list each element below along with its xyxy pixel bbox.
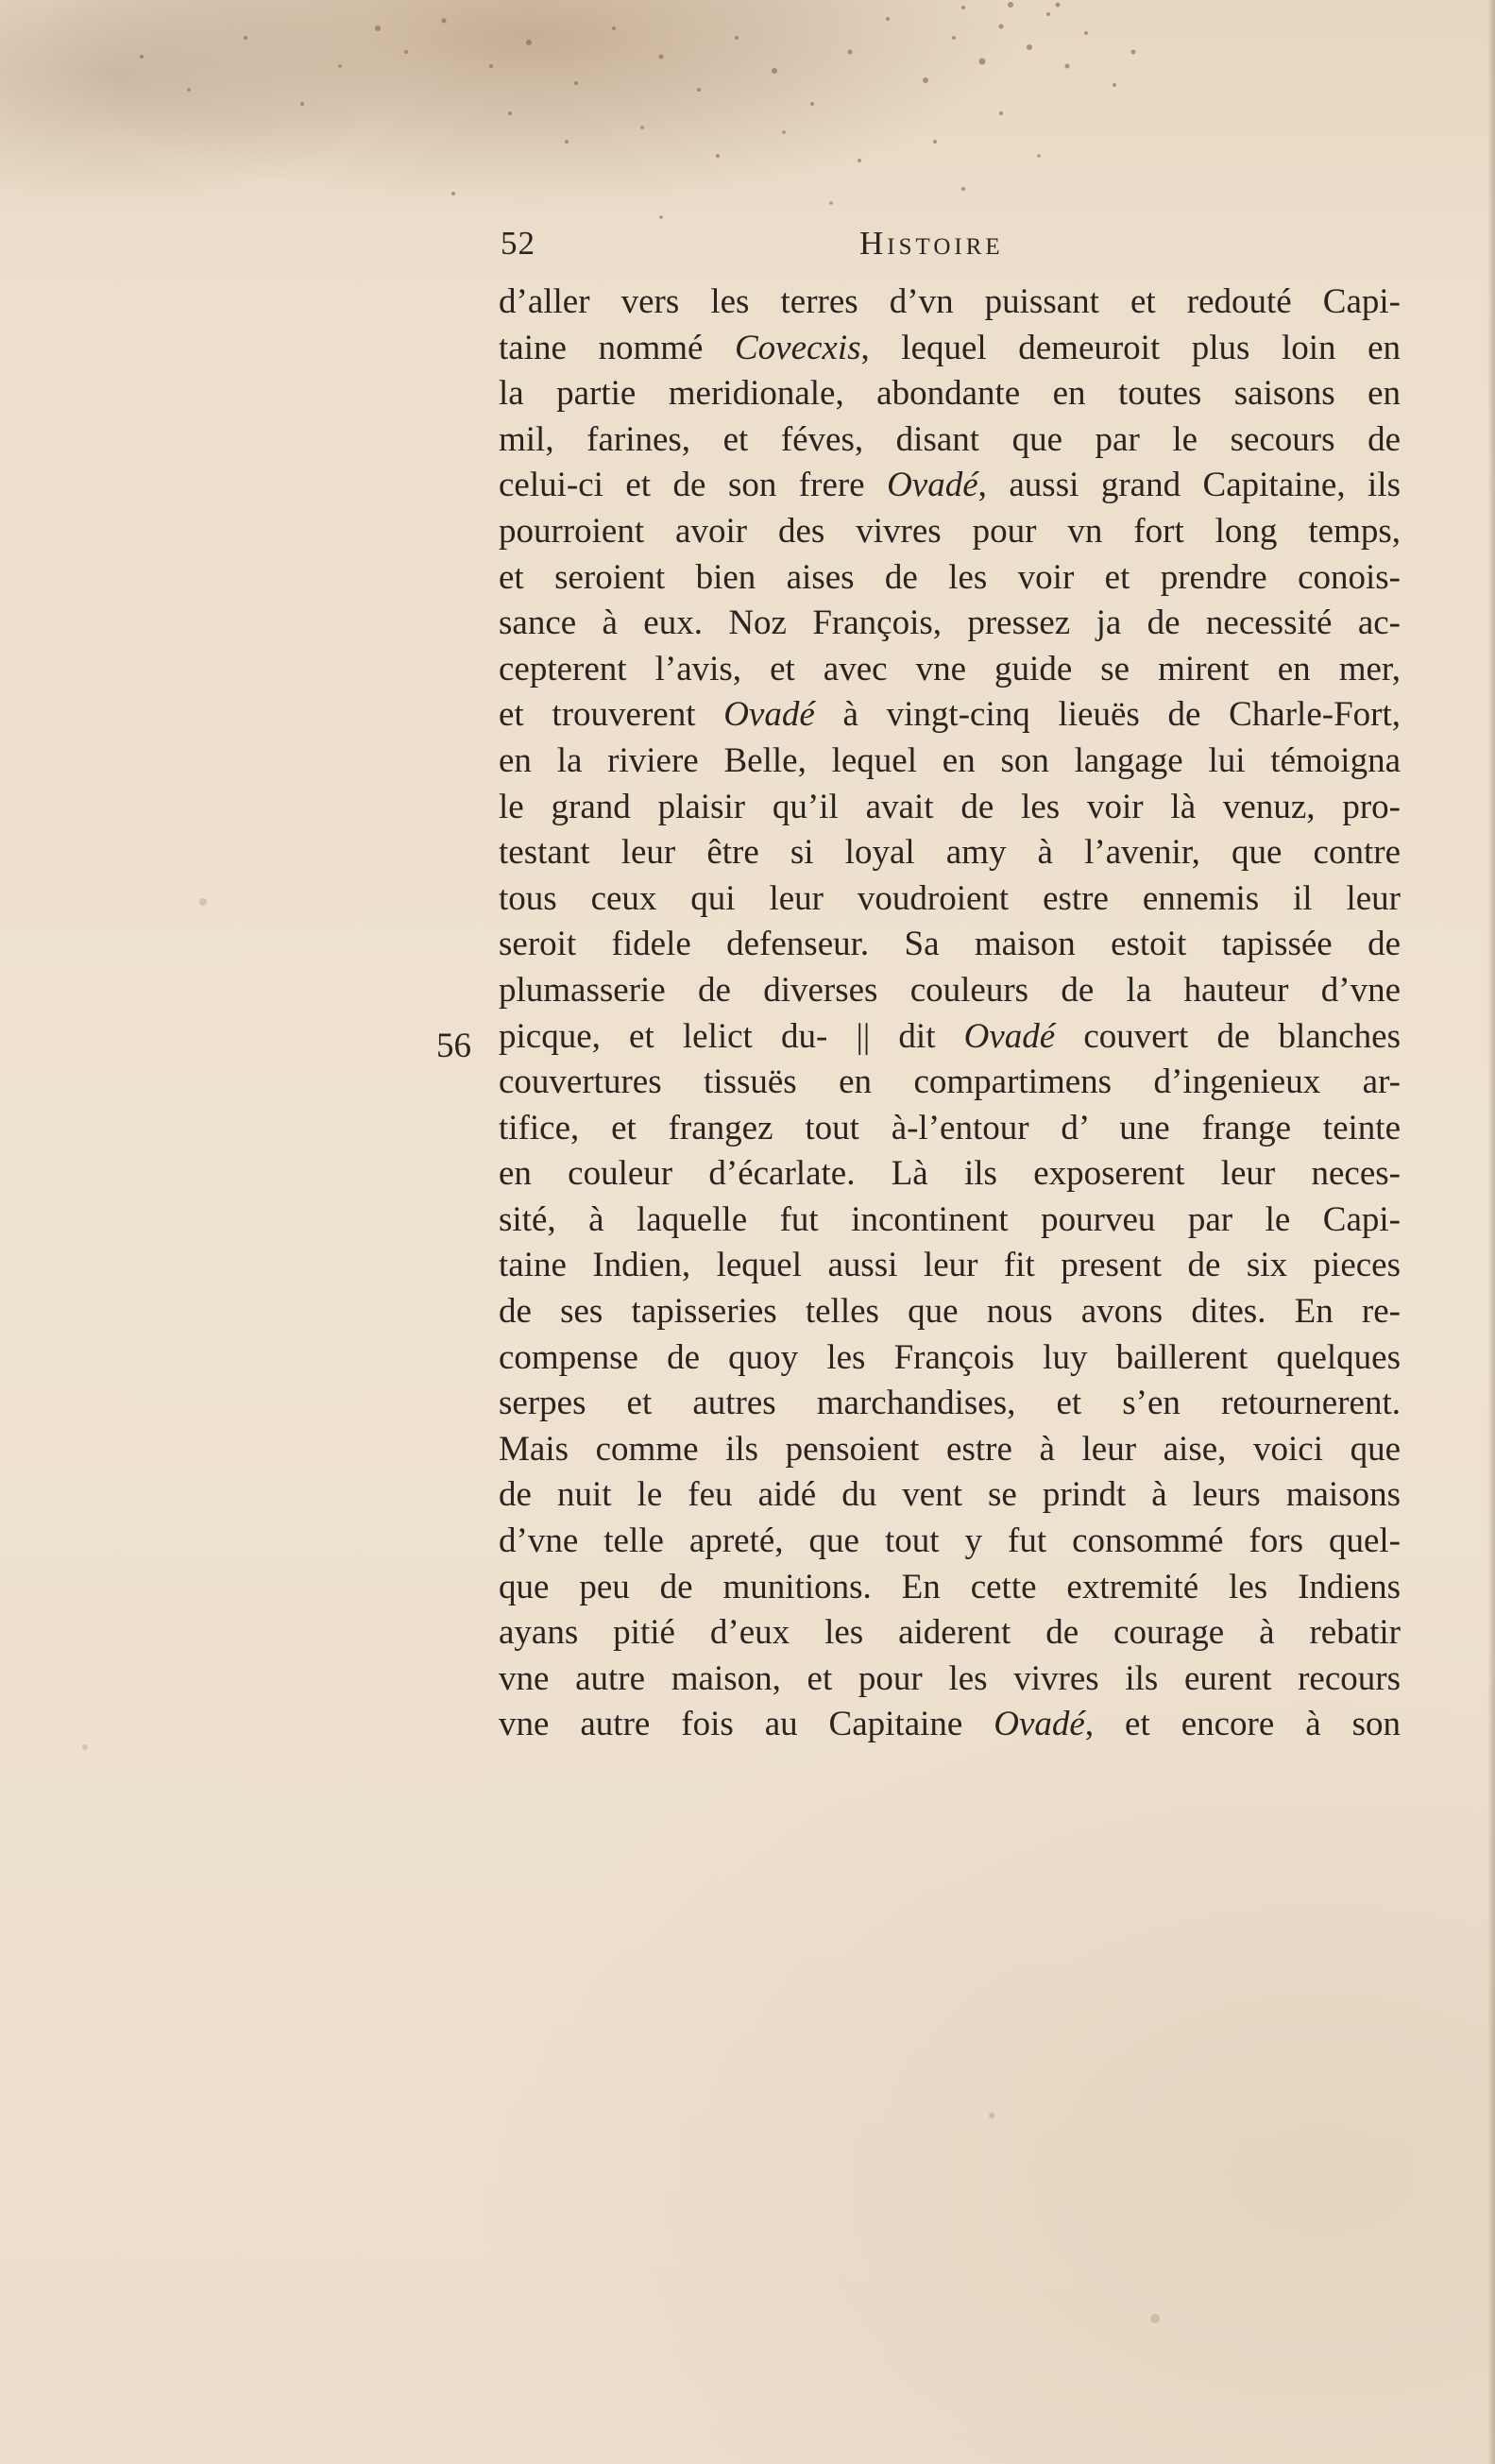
text-segment: , aussi grand Capitaine, ils <box>977 466 1401 505</box>
text-line <box>499 463 1401 509</box>
text-line <box>499 1472 1401 1519</box>
text-line <box>499 1610 1401 1657</box>
text-segment: tous ceux qui leur voudroient estre ennemis il leur <box>499 878 1401 918</box>
text-line <box>499 1151 1401 1198</box>
text-line <box>499 1198 1401 1244</box>
text-line <box>499 692 1401 739</box>
text-line <box>499 555 1401 602</box>
text-line <box>499 1289 1401 1335</box>
text-segment: tifice, et frangez tout à-l’entour d’ une frange teinte <box>499 1108 1401 1147</box>
text-line <box>499 647 1401 693</box>
text-line <box>499 1381 1401 1427</box>
text-segment: vne autre maison, et pour les vivres ils eurent recours <box>499 1658 1401 1698</box>
text-line <box>499 1014 1401 1061</box>
text-line <box>499 1657 1401 1703</box>
text-line <box>499 601 1401 647</box>
text-segment: couvertures tissuës en compartimens d’ingenieux ar- <box>499 1062 1401 1102</box>
text-segment: testant leur être si loyal amy à l’avenir, que contre <box>499 833 1401 873</box>
text-segment: picque, et lelict du- || dit <box>499 1016 964 1056</box>
text-segment: compense de quoy les François luy baillerent quelques <box>499 1337 1401 1377</box>
text-line <box>499 1565 1401 1611</box>
body-text <box>499 280 1401 1748</box>
running-head-title: Histoire <box>859 225 1004 262</box>
margin-page-reference: 56 <box>436 1027 471 1065</box>
text-line <box>499 830 1401 876</box>
italic-name: Ovadé <box>963 1016 1056 1056</box>
text-line <box>499 922 1401 968</box>
text-segment: de nuit le feu aidé du vent se prindt à leurs maisons <box>499 1475 1401 1515</box>
text-line <box>499 1335 1401 1382</box>
text-segment: sité, à laquelle fut incontinent pourveu par le Capi- <box>499 1199 1401 1239</box>
text-line <box>499 417 1401 464</box>
italic-name: Ovadé <box>723 695 815 735</box>
text-line <box>499 968 1401 1014</box>
text-segment: d’aller vers les terres d’vn puissant et redouté Capi- <box>499 282 1401 321</box>
text-segment: vne autre fois au Capitaine <box>499 1705 994 1744</box>
text-line <box>499 785 1401 831</box>
text-segment: celui-ci et de son frere <box>499 466 888 505</box>
text-segment: seroit fidele defenseur. Sa maison estoit tapissée de <box>499 925 1401 964</box>
text-segment: le grand plaisir qu’il avait de les voir là venuz, pro- <box>499 787 1401 826</box>
text-line <box>499 326 1401 372</box>
text-segment: ayans pitié d’eux les aiderent de courage à rebatir <box>499 1613 1401 1653</box>
text-line <box>499 876 1401 923</box>
text-segment: plumasserie de diverses couleurs de la hauteur d’vne <box>499 970 1401 1010</box>
italic-name: Covecxis <box>734 328 861 367</box>
text-segment: Mais comme ils pensoient estre à leur aise, voici que <box>499 1429 1401 1469</box>
text-segment: taine Indien, lequel aussi leur fit present de six pieces <box>499 1246 1401 1285</box>
text-segment: , et encore à son <box>1084 1705 1401 1744</box>
text-segment: mil, farines, et féves, disant que par le secours de <box>499 419 1401 459</box>
text-line <box>499 1519 1401 1565</box>
page-edge-shadow <box>1487 0 1495 2464</box>
text-segment: que peu de munitions. En cette extremité les Indiens <box>499 1567 1401 1606</box>
text-line <box>499 1060 1401 1106</box>
text-segment: la partie meridionale, abondante en toutes saisons en <box>499 374 1401 414</box>
text-line <box>499 1106 1401 1152</box>
page-number: 52 <box>501 225 535 262</box>
running-head <box>493 225 1173 272</box>
text-line <box>499 739 1401 785</box>
italic-name: Ovadé <box>887 466 978 505</box>
text-segment: à vingt-cinq lieuës de Charle-Fort, <box>814 695 1402 735</box>
italic-name: Ovadé <box>994 1705 1085 1744</box>
text-segment: couvert de blanches <box>1055 1016 1401 1056</box>
text-segment: serpes et autres marchandises, et s’en retournerent. <box>499 1384 1401 1423</box>
text-line <box>499 509 1401 555</box>
text-segment: , lequel demeuroit plus loin en <box>860 328 1402 367</box>
text-segment: sance à eux. Noz François, pressez ja de necessité ac- <box>499 603 1401 643</box>
text-line <box>499 1702 1401 1748</box>
text-line <box>499 1243 1401 1289</box>
text-segment: et seroient bien aises de les voir et prendre conois- <box>499 557 1401 597</box>
text-line <box>499 280 1401 326</box>
text-segment: taine nommé <box>499 328 735 367</box>
text-line <box>499 371 1401 417</box>
text-line <box>499 1427 1401 1473</box>
text-segment: pourroient avoir des vivres pour vn fort long temps, <box>499 511 1401 551</box>
text-segment: et trouverent <box>499 695 724 735</box>
text-segment: en couleur d’écarlate. Là ils exposerent leur neces- <box>499 1154 1401 1194</box>
text-segment: de ses tapisseries telles que nous avons dites. En re- <box>499 1292 1401 1332</box>
text-segment: en la riviere Belle, lequel en son langage lui témoigna <box>499 740 1401 780</box>
text-segment: cepterent l’avis, et avec vne guide se mirent en mer, <box>499 649 1401 688</box>
text-segment: d’vne telle apreté, que tout y fut consommé fors quel- <box>499 1521 1401 1561</box>
